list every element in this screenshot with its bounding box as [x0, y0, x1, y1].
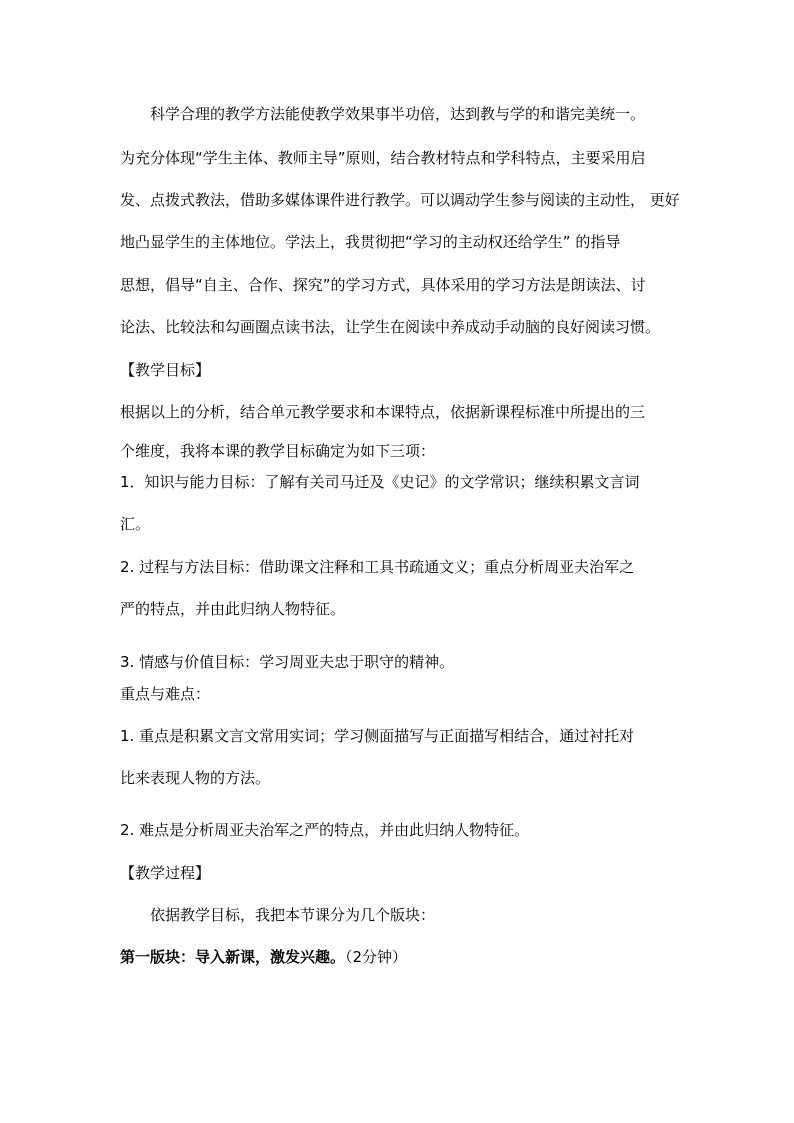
- paragraph-line: 论法、比较法和勾画圈点读书法，让学生在阅读中养成动手动脑的良好阅读习惯。: [120, 318, 661, 336]
- goals-intro-line: 个维度，我将本课的教学目标确定为如下三项：: [120, 442, 436, 460]
- goal-item-1: 1．知识与能力目标：了解有关司马迁及《史记》的文学常识；继续积累文言词: [120, 473, 640, 491]
- section-heading-process: 【教学过程】: [120, 864, 211, 882]
- block-1-heading: [120, 947, 407, 967]
- block-1-time: （2分钟）: [345, 948, 408, 966]
- paragraph-line: 思想，倡导“自主、合作、探究”的学习方式，具体采用的学习方法是朗读法、讨: [120, 276, 646, 294]
- block-1-title: 第一版块：导入新课，激发兴趣。: [120, 948, 346, 966]
- key-point-1-cont: 比来表现人物的方法。: [120, 769, 271, 787]
- goals-intro-line: 根据以上的分析，结合单元教学要求和本课特点，依据新课程标准中所提出的三: [120, 403, 646, 421]
- section-heading-key-points: 重点与难点：: [120, 685, 211, 703]
- paragraph-line: 科学合理的教学方法能使教学效果事半功倍，达到教与学的和谐完美统一。: [150, 105, 646, 123]
- goal-item-2-cont: 严的特点，并由此归纳人物特征。: [120, 600, 346, 618]
- key-point-1: 1. 重点是积累文言文常用实词；学习侧面描写与正面描写相结合，通过衬托对: [120, 727, 635, 745]
- goal-item-1-cont: 汇。: [120, 515, 151, 533]
- process-intro: 依据教学目标，我把本节课分为几个版块：: [150, 906, 436, 924]
- section-heading-goals: 【教学目标】: [120, 361, 211, 379]
- key-point-2: 2. 难点是分析周亚夫治军之严的特点，并由此归纳人物特征。: [120, 821, 530, 839]
- paragraph-line: 地凸显学生的主体地位。学法上，我贯彻把“学习的主动权还给学生” 的指导: [120, 233, 621, 251]
- goal-item-2: 2. 过程与方法目标：借助课文注释和工具书疏通文义；重点分析周亚夫治军之: [120, 558, 635, 576]
- paragraph-line: 发、点拨式教法，借助多媒体课件进行教学。可以调动学生参与阅读的主动性， 更好: [120, 191, 680, 209]
- paragraph-line: 为充分体现“学生主体、教师主导”原则，结合教材特点和学科特点，主要采用启: [120, 149, 646, 167]
- goal-item-3: 3. 情感与价值目标：学习周亚夫忠于职守的精神。: [120, 653, 455, 671]
